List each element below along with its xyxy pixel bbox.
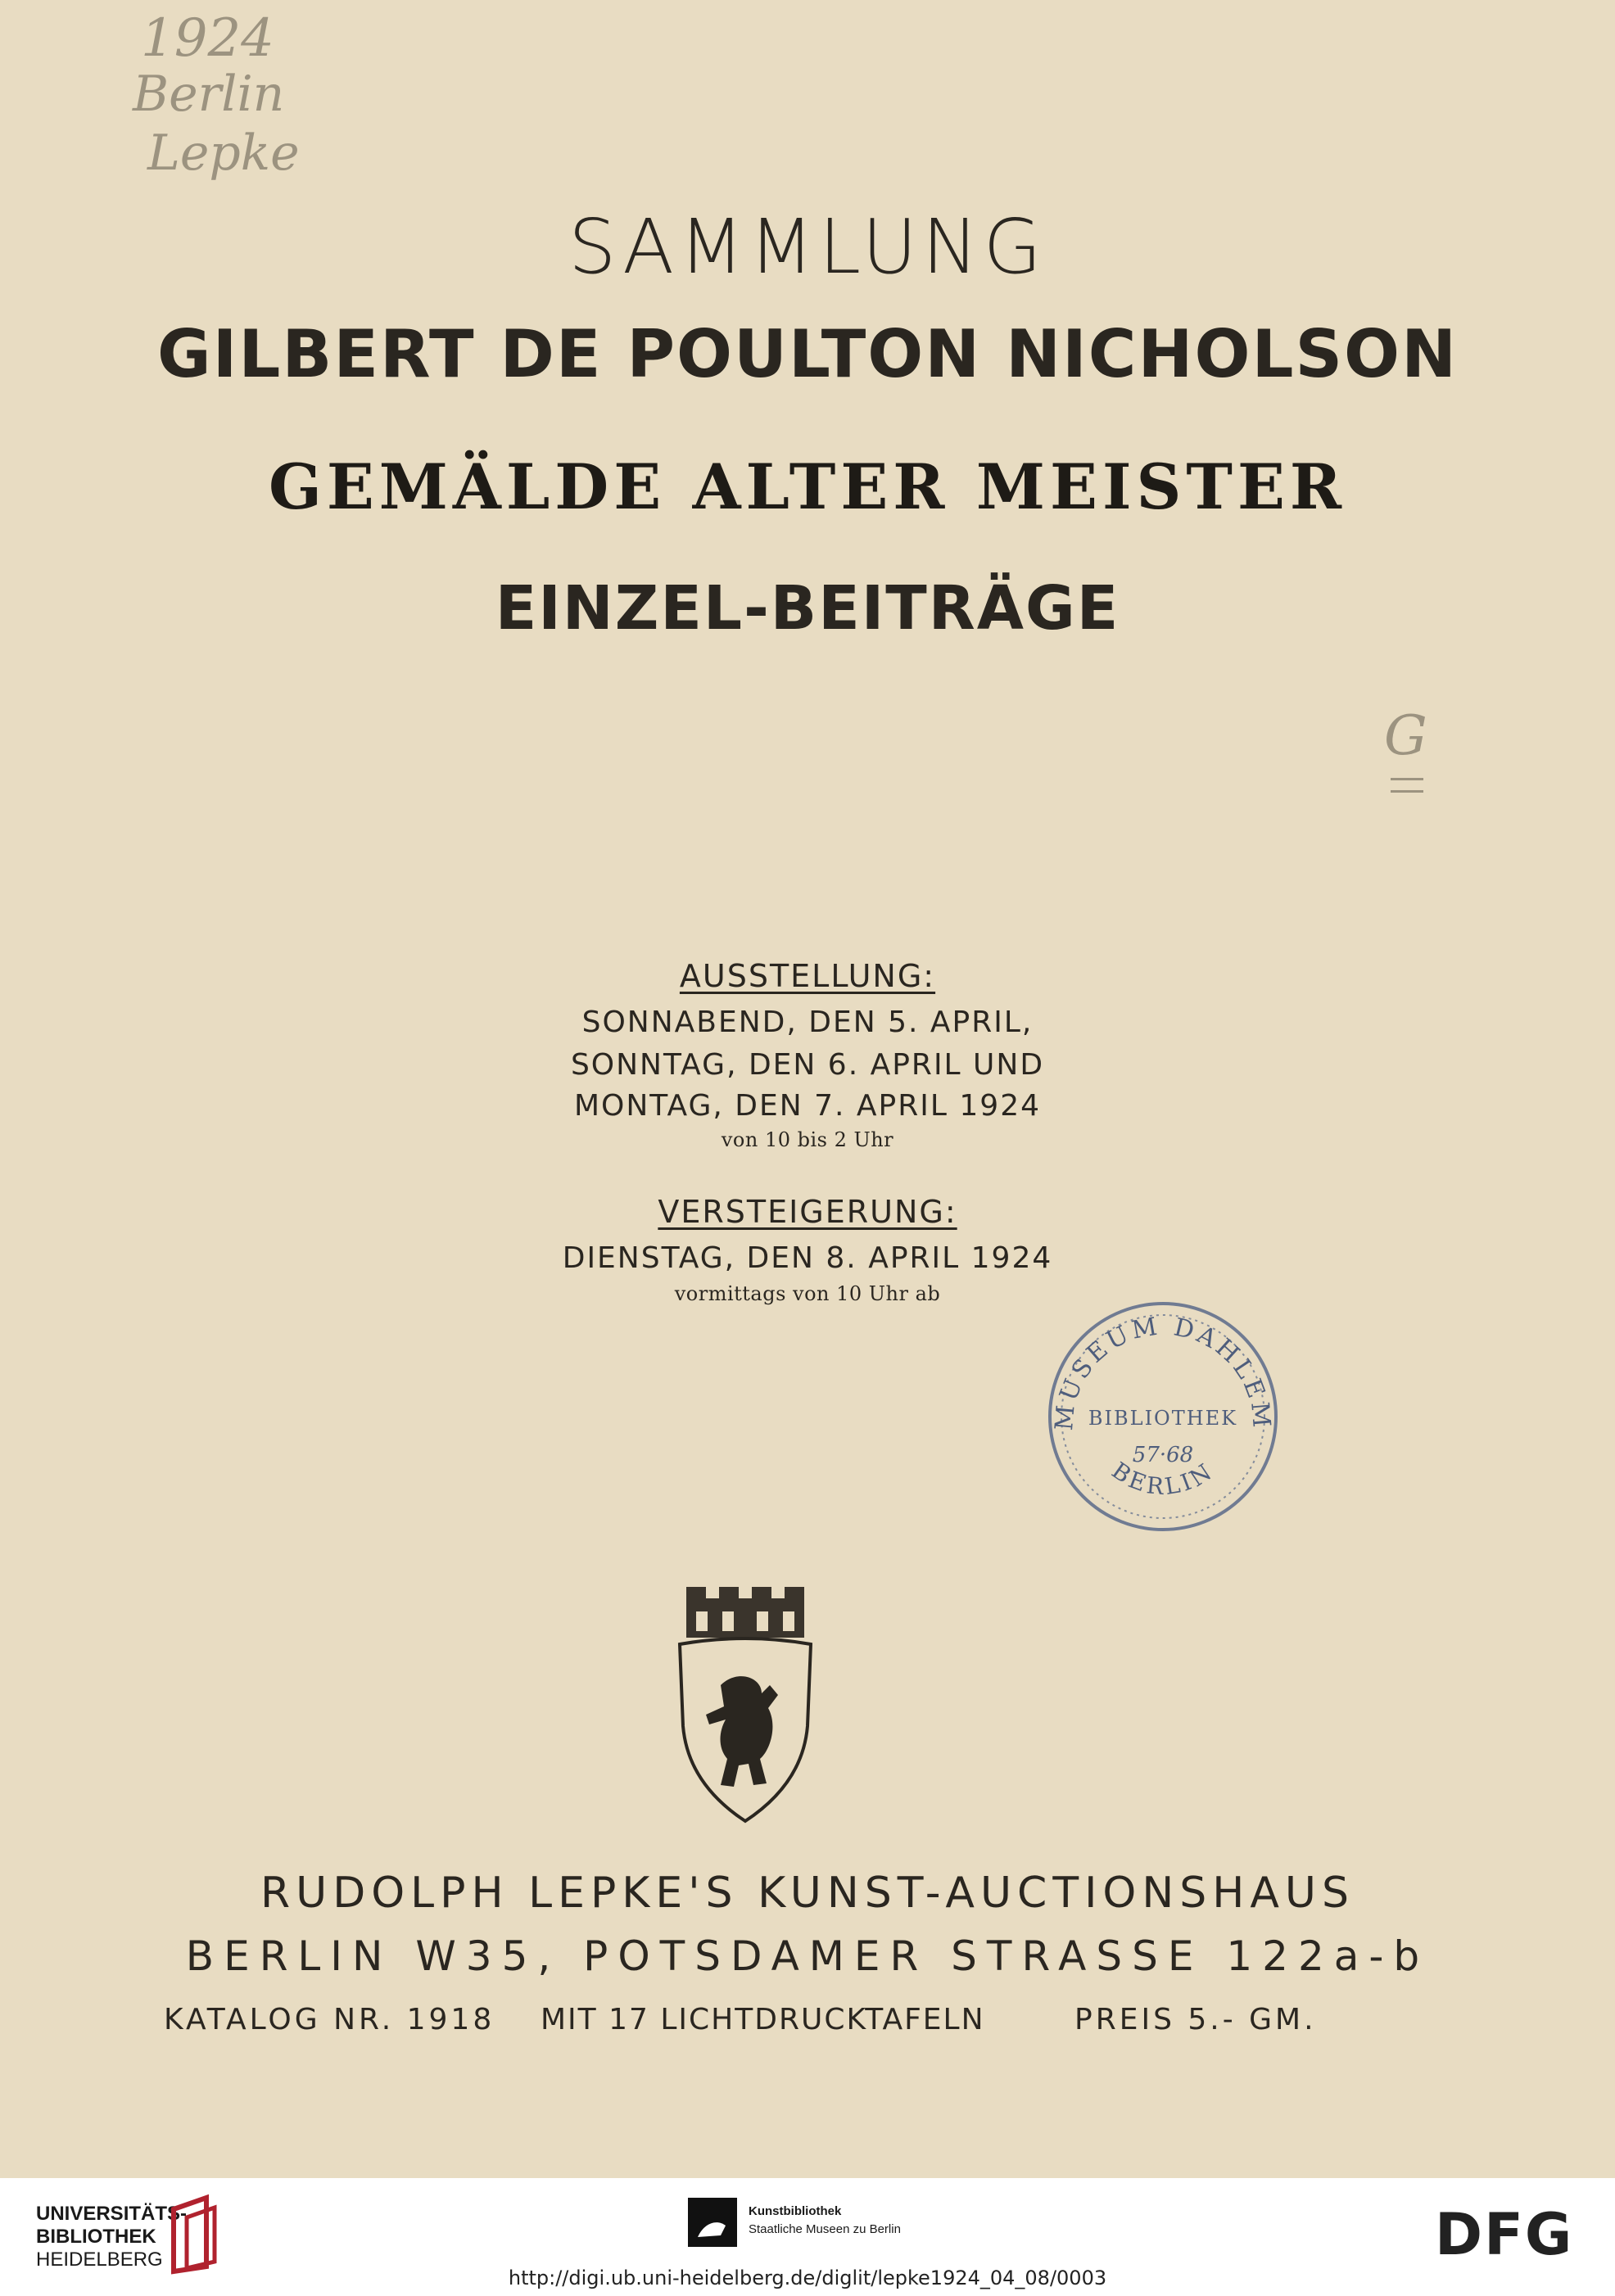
library-stamp (1040, 1294, 1286, 1539)
publisher-address: BERLIN W35, POTSDAMER STRASSE 122a-b (185, 1932, 1430, 1980)
handwritten-auction-house: Lepke (147, 124, 300, 182)
stamp-bottom-text: BERLIN (1106, 1457, 1219, 1501)
title-subject: GEMÄLDE ALTER MEISTER (268, 450, 1347, 523)
ub-logo-line1: UNIVERSITÄTS- (36, 2203, 188, 2225)
kb-logo-line1: Kunstbibliothek (749, 2204, 842, 2218)
kunstbibliothek-logo[interactable] (749, 2203, 901, 2239)
exhibition-date-2: SONNTAG, DEN 6. APRIL UND (570, 1048, 1045, 1082)
publisher-name: RUDOLPH LEPKE'S KUNST-AUCTIONSHAUS (260, 1869, 1355, 1918)
handwritten-year: 1924 (141, 8, 274, 69)
exhibition-heading: AUSSTELLUNG: (679, 958, 936, 994)
auction-hours: vormittags von 10 Uhr ab (674, 1282, 941, 1305)
heidelberg-library-logo[interactable] (36, 2203, 187, 2271)
catalog-info-row (164, 2003, 1451, 2044)
exhibition-date-3: MONTAG, DEN 7. APRIL 1924 (573, 1089, 1041, 1123)
title-contributions: EINZEL-BEITRÄGE (495, 573, 1120, 644)
title-collector-name: GILBERT DE POULTON NICHOLSON (156, 316, 1459, 392)
exhibition-hours: von 10 bis 2 Uhr (721, 1128, 894, 1151)
handwritten-city: Berlin (133, 66, 285, 123)
dfg-logo[interactable]: DFG (1435, 2201, 1574, 2268)
heidelberg-library-logo-icon (165, 2193, 223, 2275)
stamp-middle-text: BIBLIOTHEK (1088, 1407, 1238, 1430)
catalog-price: PREIS 5.- GM. (1074, 2003, 1317, 2036)
exhibition-date-1: SONNABEND, DEN 5. APRIL, (581, 1006, 1034, 1039)
ub-logo-line2: BIBLIOTHEK (36, 2226, 156, 2248)
margin-mark-underline (1391, 778, 1423, 793)
ub-logo-line3: HEIDELBERG (36, 2249, 163, 2271)
title-collection: SAMMLUNG (568, 203, 1047, 291)
catalog-number: KATALOG NR. 1918 (164, 2003, 495, 2036)
stamp-top-text: MUSEUM DAHLEM (1050, 1312, 1276, 1432)
berlin-bear-crest-icon (663, 1587, 827, 1824)
permalink-url[interactable]: http://digi.ub.uni-heidelberg.de/diglit/lepke1924_04_08/0003 (508, 2267, 1107, 2289)
handwritten-margin-mark: G (1384, 704, 1427, 767)
catalog-plates: MIT 17 LICHTDRUCKTAFELN (541, 2003, 985, 2036)
kunstbibliothek-logo-icon (688, 2198, 737, 2247)
stamp-number: 57·68 (1132, 1443, 1194, 1467)
kb-logo-line2: Staatliche Museen zu Berlin (749, 2222, 901, 2236)
auction-date: DIENSTAG, DEN 8. APRIL 1924 (562, 1241, 1053, 1275)
auction-heading: VERSTEIGERUNG: (658, 1194, 957, 1230)
